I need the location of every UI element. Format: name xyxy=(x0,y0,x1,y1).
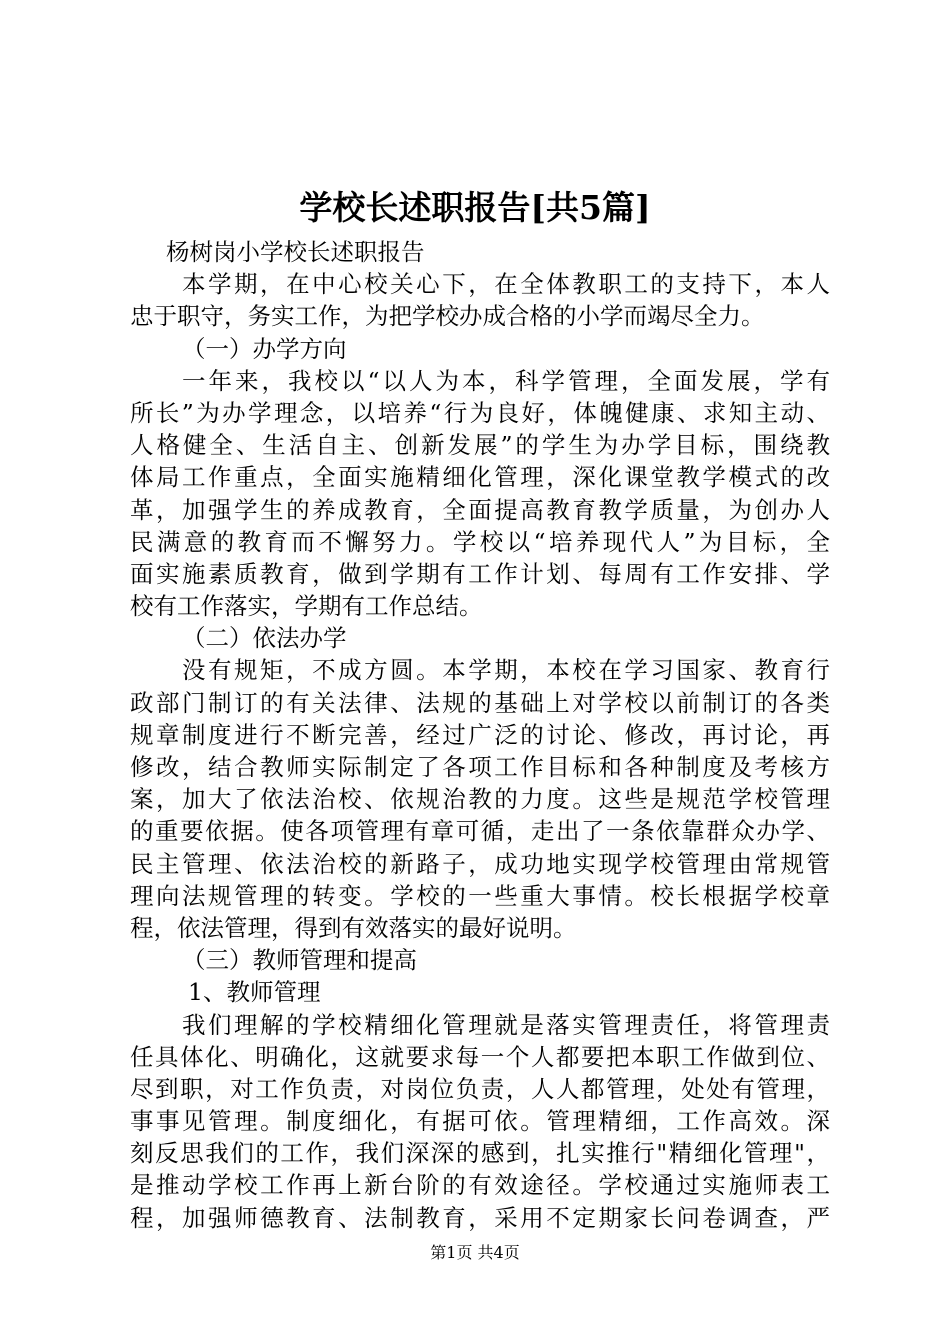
paragraph-line: 刻反思我们的工作，我们深深的感到，扎实推行"精细化管理"， xyxy=(130,1139,830,1168)
paragraph-line: 革，加强学生的养成教育，全面提高教育教学质量，为创办人 xyxy=(130,495,830,524)
paragraph-line: 修改，结合教师实际制定了各项工作目标和各种制度及考核方 xyxy=(130,753,830,781)
paragraph-line: 的重要依据。使各项管理有章可循，走出了一条依靠群众办学、 xyxy=(130,817,830,846)
paragraph-line: 民主管理、依法治校的新路子，成功地实现学校管理由常规管 xyxy=(130,849,830,878)
paragraph-line: 事事见管理。制度细化，有据可依。管理精细，工作高效。深 xyxy=(130,1107,830,1136)
document-body xyxy=(130,236,830,1234)
page-number-footer: 第1页 共4页 xyxy=(430,1243,520,1262)
paragraph-line: 本学期，在中心校关心下，在全体教职工的支持下，本人 xyxy=(182,270,830,299)
paragraph-line: 案，加大了依法治校、依规治教的力度。这些是规范学校管理 xyxy=(130,785,830,814)
paragraph-line: 忠于职守，务实工作，为把学校办成合格的小学而竭尽全力。 xyxy=(130,302,765,331)
section-heading: （一）办学方向 xyxy=(182,334,347,363)
paragraph-line: 面实施素质教育，做到学期有工作计划、每周有工作安排、学 xyxy=(130,559,830,588)
paragraph-line: 程，加强师德教育、法制教育，采用不定期家长问卷调查，严 xyxy=(130,1203,830,1232)
paragraph-line: 校有工作落实，学期有工作总结。 xyxy=(130,592,483,621)
paragraph-line: 我们理解的学校精细化管理就是落实管理责任，将管理责 xyxy=(182,1010,830,1039)
document-title: 学校长述职报告[共5篇] xyxy=(299,188,651,227)
paragraph-line: 没有规矩，不成方圆。本学期，本校在学习国家、教育行 xyxy=(182,656,830,685)
paragraph-line: 理向法规管理的转变。学校的一些重大事情。校长根据学校章 xyxy=(130,881,830,910)
subsection-heading: 1、教师管理 xyxy=(188,978,321,1007)
paragraph-line: 政部门制订的有关法律、法规的基础上对学校以前制订的各类 xyxy=(130,688,830,717)
paragraph-line: 程，依法管理，得到有效落实的最好说明。 xyxy=(130,913,577,942)
section-heading: （二）依法办学 xyxy=(182,624,347,653)
paragraph-line: 所长”为办学理念，以培养“行为良好，体魄健康、求知主动、 xyxy=(130,398,830,427)
paragraph-line: 规章制度进行不断完善，经过广泛的讨论、修改，再讨论，再 xyxy=(130,720,830,749)
paragraph-line: 人格健全、生活自主、创新发展”的学生为办学目标，围绕教 xyxy=(130,431,830,460)
paragraph-line: 是推动学校工作再上新台阶的有效途径。学校通过实施师表工 xyxy=(130,1171,830,1200)
paragraph-line: 尽到职，对工作负责，对岗位负责，人人都管理，处处有管理， xyxy=(130,1074,830,1103)
paragraph-line: 民满意的教育而不懈努力。学校以“培养现代人”为目标，全 xyxy=(130,527,830,556)
subtitle-line: 杨树岗小学校长述职报告 xyxy=(166,238,425,266)
section-heading: （三）教师管理和提高 xyxy=(182,946,417,975)
paragraph-line: 体局工作重点，全面实施精细化管理，深化课堂教学模式的改 xyxy=(130,463,830,492)
paragraph-line: 一年来，我校以“以人为本，科学管理，全面发展，学有 xyxy=(182,366,830,395)
paragraph-line: 任具体化、明确化，这就要求每一个人都要把本职工作做到位、 xyxy=(130,1042,830,1071)
